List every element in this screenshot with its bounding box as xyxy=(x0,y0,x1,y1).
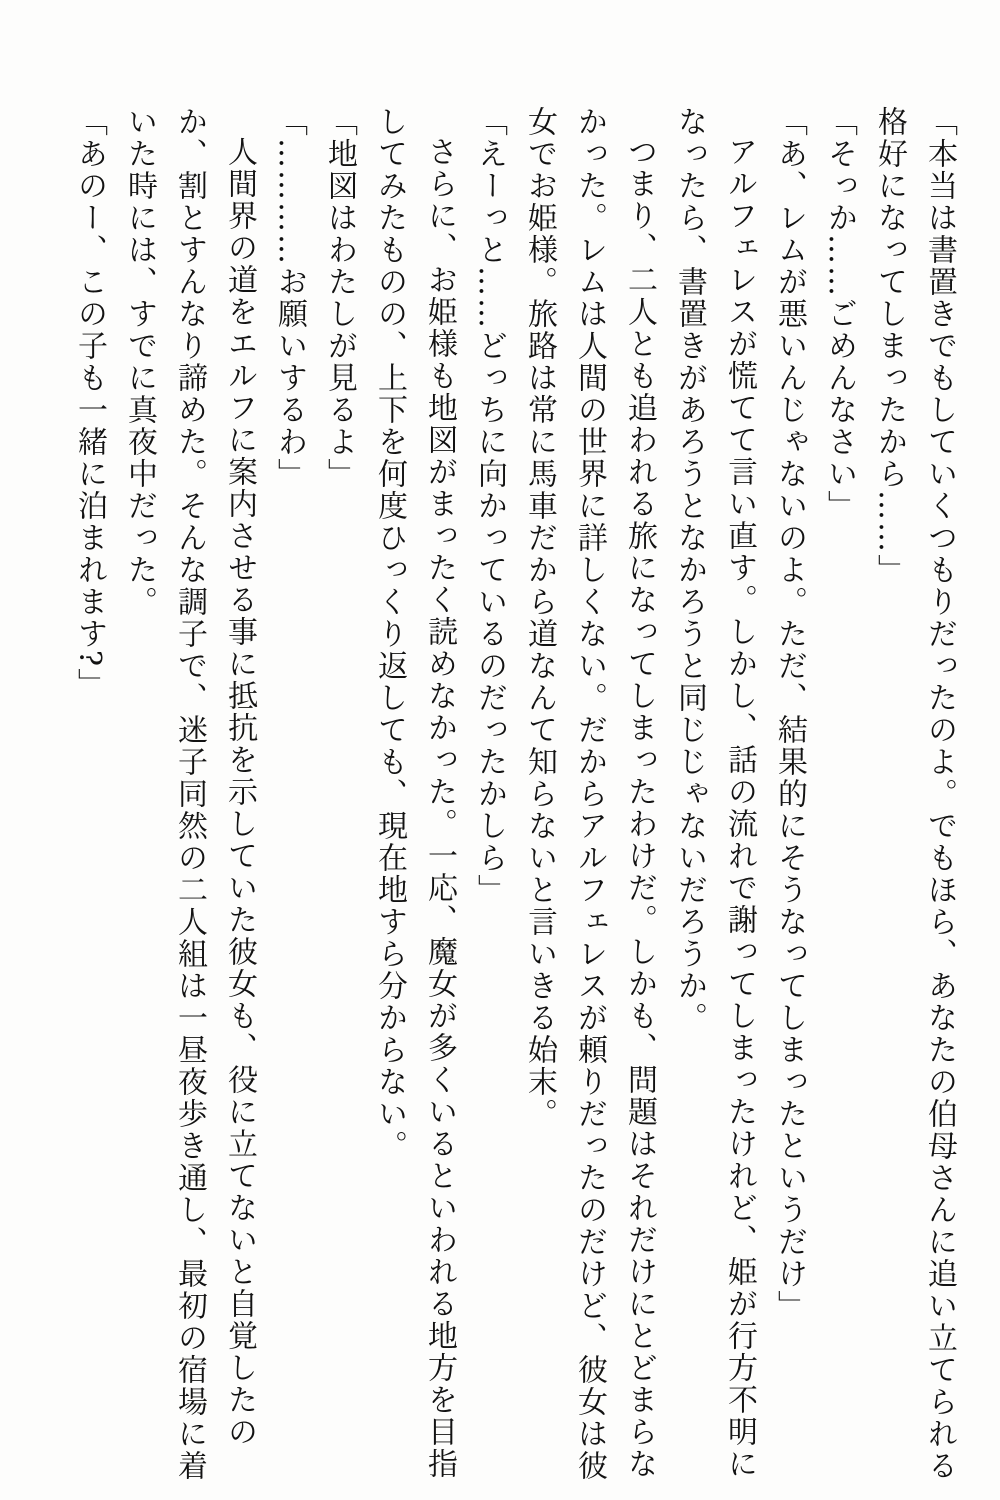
paragraph-dialogue: 「あ、レムが悪いんじゃないのよ。ただ、結果的にそうなってしまったというだけ」 xyxy=(772,106,807,1322)
paragraph-narration: つまり、二人とも追われる旅になってしまったわけだ。しかも、問題はそれだけにとどまらなかった。レムは人間の世界に詳しくない。だからアルフェレスが頼りだったのだけど、彼女は彼女でお姫様。旅路は常に馬車だから道なんて知らないと言いきる始末。 xyxy=(522,106,657,1482)
paragraph-dialogue: 「本当は書置きでもしていくつもりだったのよ。でもほら、あなたの伯母さんに追い立てられる格好になってしまったから……」 xyxy=(872,106,957,1482)
paragraph-narration: アルフェレスが慌てて言い直す。しかし、話の流れで謝ってしまったけれど、姫が行方不明になったら、書置きがあろうとなかろうと同じじゃないだろうか。 xyxy=(672,106,757,1480)
paragraph-narration: 人間界の道をエルフに案内させる事に抵抗を示していた彼女も、役に立てないと自覚したのか、割とすんなり諦めた。そんな調子で、迷子同然の二人組は一昼夜歩き通し、最初の宿場に着いた時には、すでに真夜中だった。 xyxy=(122,106,257,1482)
paragraph-dialogue: 「…………お願いするわ」 xyxy=(272,106,307,490)
paragraph-narration: さらに、お姫様も地図がまったく読めなかった。一応、魔女が多くいるといわれる地方を目指してみたものの、上下を何度ひっくり返しても、現在地すら分からない。 xyxy=(372,106,457,1480)
text-block xyxy=(64,106,964,1494)
paragraph-dialogue: 「地図はわたしが見るよ」 xyxy=(322,106,357,490)
paragraph-dialogue: 「えーっと……どっちに向かっているのだったかしら」 xyxy=(472,106,507,906)
paragraph-dialogue: 「あのー、この子も一緒に泊まれます?」 xyxy=(72,106,107,701)
paragraph-dialogue: 「そっか……ごめんなさい」 xyxy=(822,106,857,522)
